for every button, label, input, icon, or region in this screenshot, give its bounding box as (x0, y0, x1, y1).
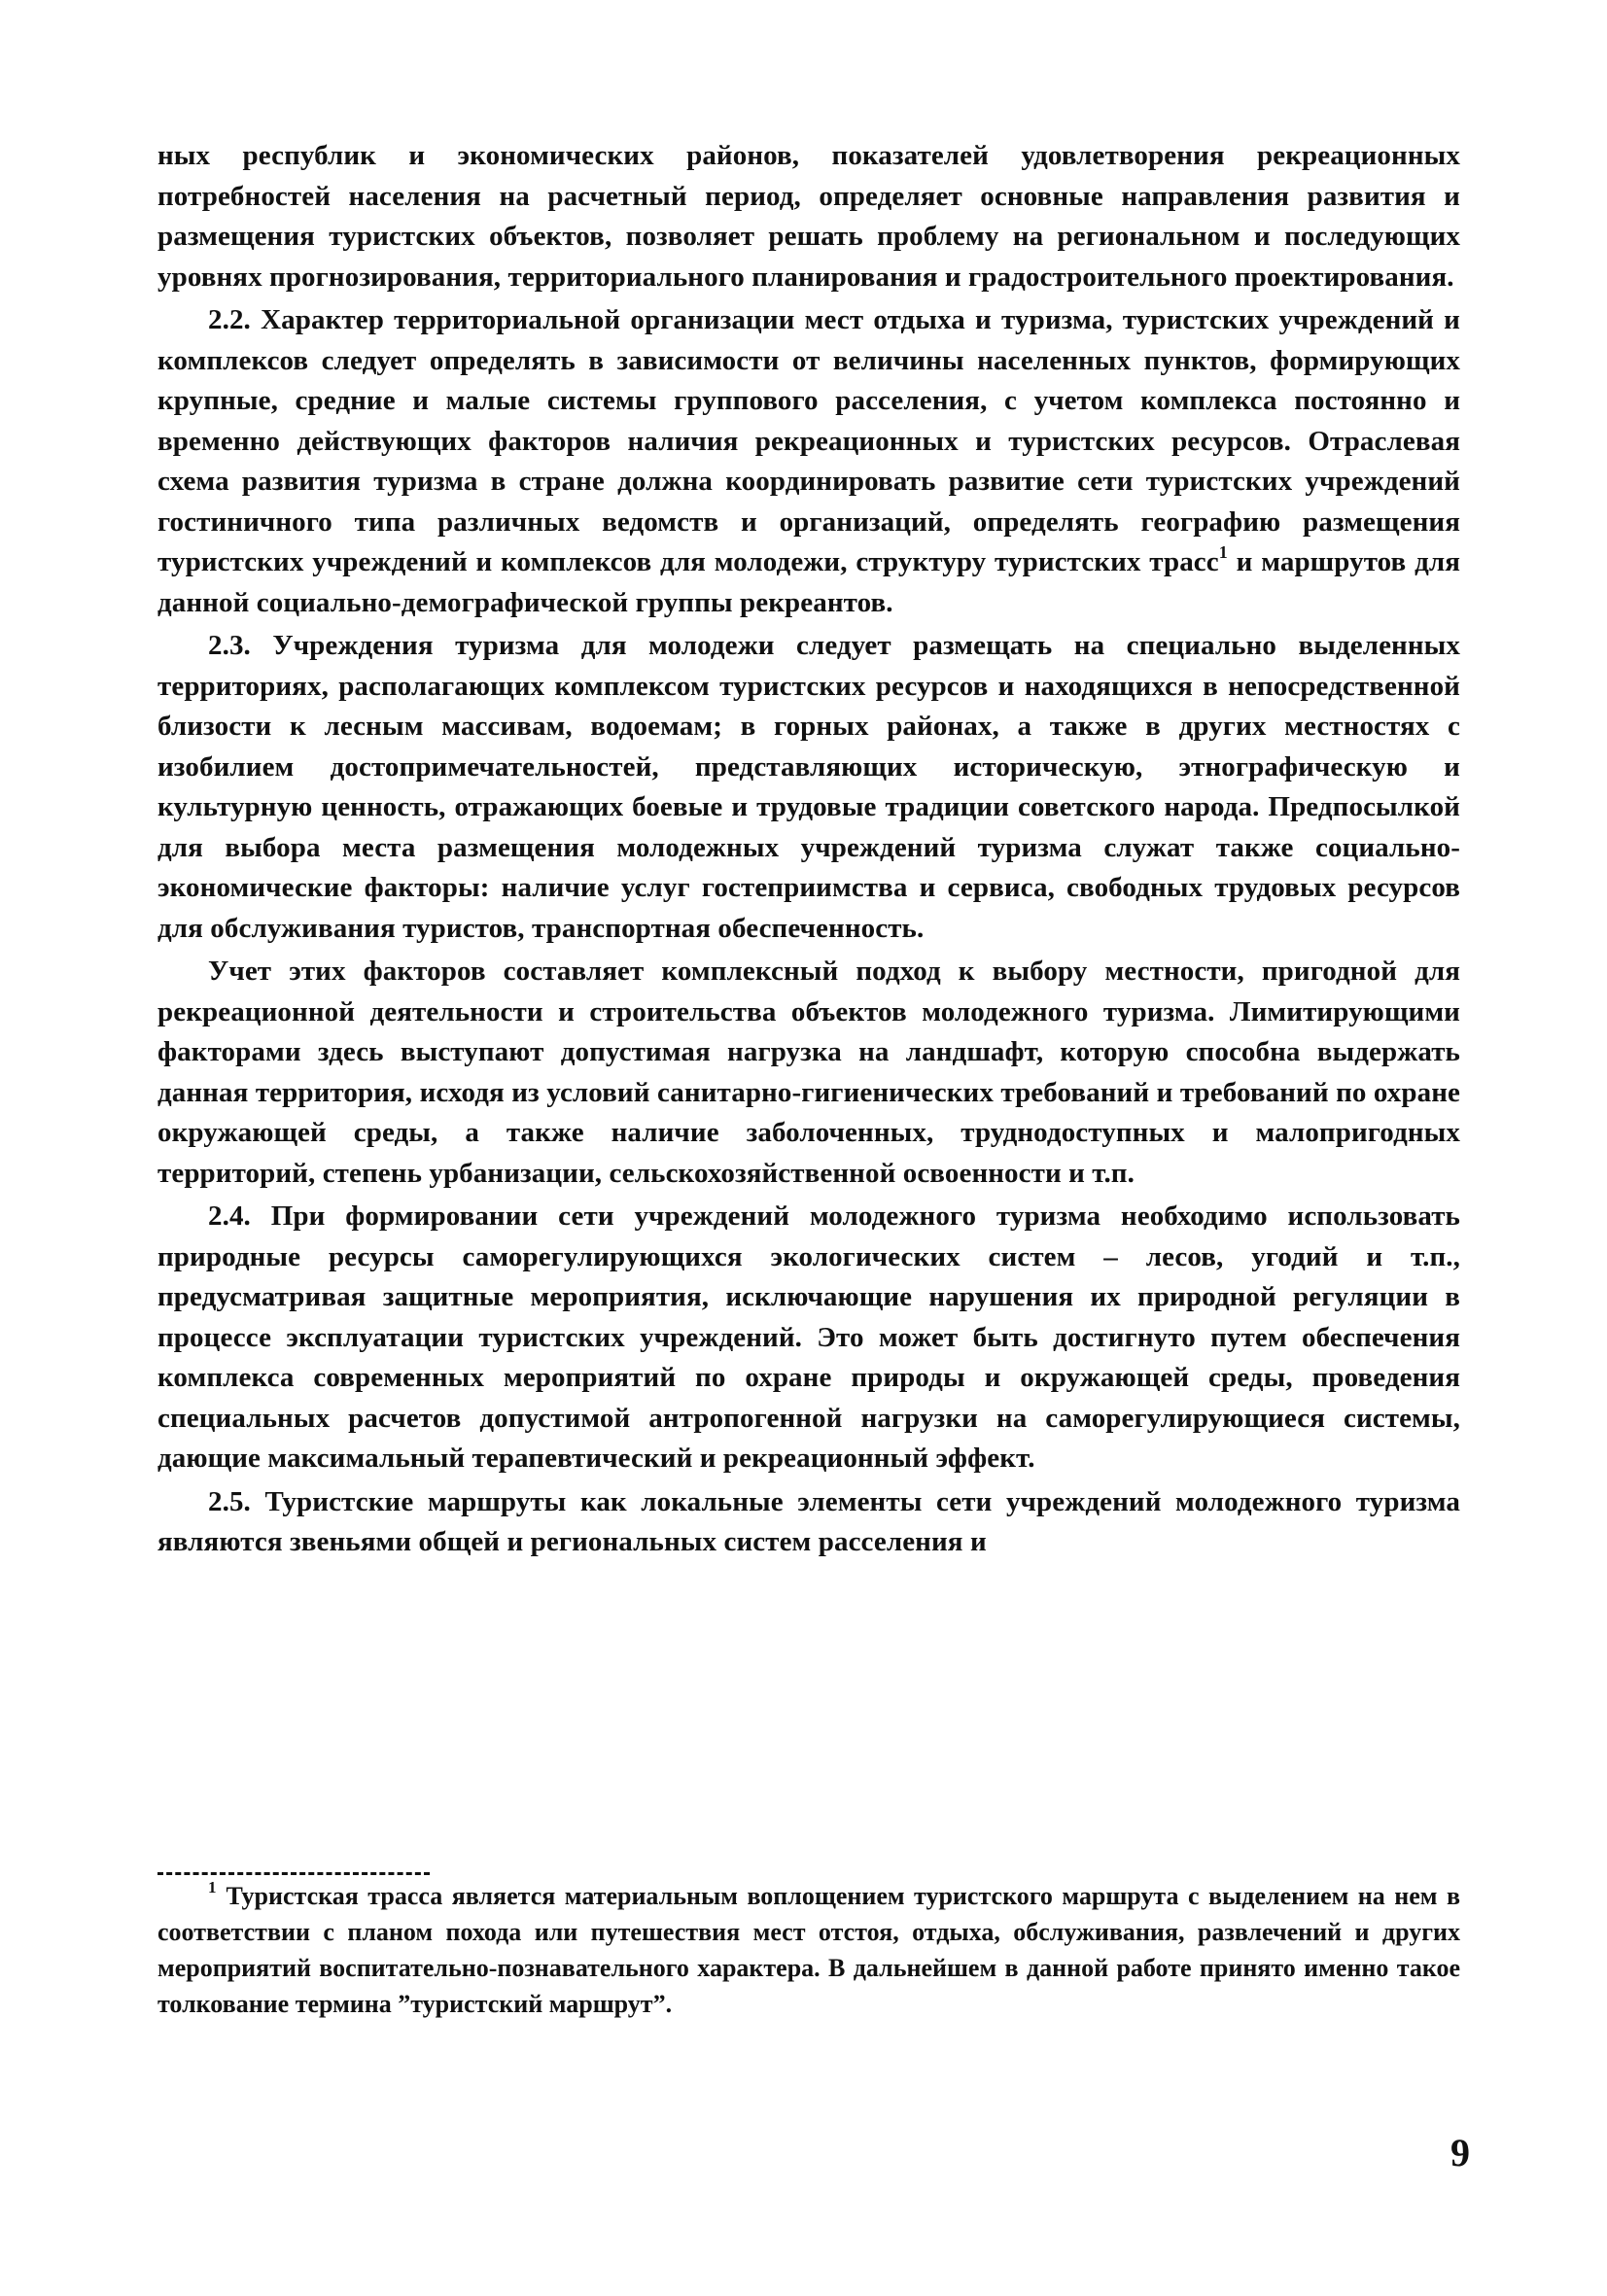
footnote-text: Туристская трасса является материальным воплощением туристского маршрута с выделением на нем в соответствии с планом похода или путешествия мест отстоя, отдыха, обслуживания, развлечений и других мероприятий воспитательно-познавательного характера. В дальнейшем в данной работе принято именно такое толкование термина ”туристский маршрут”. (157, 1882, 1460, 2018)
body-text (157, 136, 1460, 1566)
paragraph-2-4 (157, 1197, 1460, 1479)
paragraph-2-3 (157, 626, 1460, 949)
paragraph-text: При формировании сети учреждений молодежного туризма необходимо использовать природные ресурсы саморегулирующихся экологических систем – лесов, угодий и т.п., предусматривая защитные мероприятия, исключающие нарушения их природной регуляции в процессе эксплуатации туристских учреждений. Это может быть достигнуто путем обеспечения комплекса современных мероприятий по охране природы и окружающей среды, проведения специальных расчетов допустимой антропогенной нагрузки на саморегулирующиеся системы, дающие максимальный терапевтический и рекреационный эффект. (157, 1200, 1460, 1474)
section-number: 2.4. (208, 1200, 251, 1232)
paragraph-text: Туристские маршруты как локальные элементы сети учреждений молодежного туризма являются звеньями общей и региональных систем расселения и (157, 1485, 1460, 1557)
page-number: 9 (1450, 2131, 1470, 2174)
paragraph-text: Характер территориальной организации мест отдыха и туризма, туристских учреждений и комплексов следует определять в зависимости от величины населенных пунктов, формирующих крупные, средние и малые системы группового расселения, с учетом комплекса постоянно и временно действующих факторов наличия рекреационных и туристских ресурсов. Отраслевая схема развития туризма в стране должна координировать развитие сети туристских учреждений гостиничного типа различных ведомств и организаций, определять географию размещения туристских учреждений и комплексов для молодежи, структуру туристских трасс (157, 304, 1460, 577)
footnote-separator (157, 1872, 430, 1875)
paragraph-text: Учет этих факторов составляет комплексный подход к выбору местности, пригодной для рекреационной деятельности и строительства объектов молодежного туризма. Лимитирующими факторами здесь выступают допустимая нагрузка на ландшафт, которую способна выдержать данная территория, исходя из условий санитарно-гигиенических требований и требований по охране окружающей среды, а также наличие заболоченных, труднодоступных и малопригодных территорий, степень урбанизации, сельскохозяйственной освоенности и т.п. (157, 956, 1460, 1189)
section-number: 2.3. (208, 630, 251, 661)
paragraph-text: ных республик и экономических районов, показателей удовлетворения рекреационных потребностей населения на расчетный период, определяет основные направления развития и размещения туристских объектов, позволяет решать проблему на региональном и последующих уровнях прогнозирования, территориального планирования и градостроительного проектирования. (157, 140, 1460, 293)
paragraph-factors (157, 952, 1460, 1194)
footnote (157, 1878, 1460, 2022)
footnote-reference[interactable]: 1 (1218, 542, 1228, 562)
paragraph-text-tail: и маршрутов для данной социально-демографической группы рекреантов. (157, 546, 1460, 618)
paragraph-2-2 (157, 300, 1460, 623)
paragraph-continued (157, 136, 1460, 297)
paragraph-text: Учреждения туризма для молодежи следует размещать на специально выделенных территориях, располагающих комплексом туристских ресурсов и находящихся в непосредственной близости к лесным массивам, водоемам; в горных районах, а также в других местностях с изобилием достопримечательностей, представляющих историческую, этнографическую и культурную ценность, отражающих боевые и трудовые традиции советского народа. Предпосылкой для выбора места размещения молодежных учреждений туризма служат также социально-экономические факторы: наличие услуг гостеприимства и сервиса, свободных трудовых ресурсов для обслуживания туристов, транспортная обеспеченность. (157, 630, 1461, 944)
section-number: 2.5. (208, 1485, 251, 1517)
paragraph-2-5 (157, 1482, 1460, 1563)
footnote-mark: 1 (208, 1878, 217, 1896)
section-number: 2.2. (208, 304, 251, 335)
